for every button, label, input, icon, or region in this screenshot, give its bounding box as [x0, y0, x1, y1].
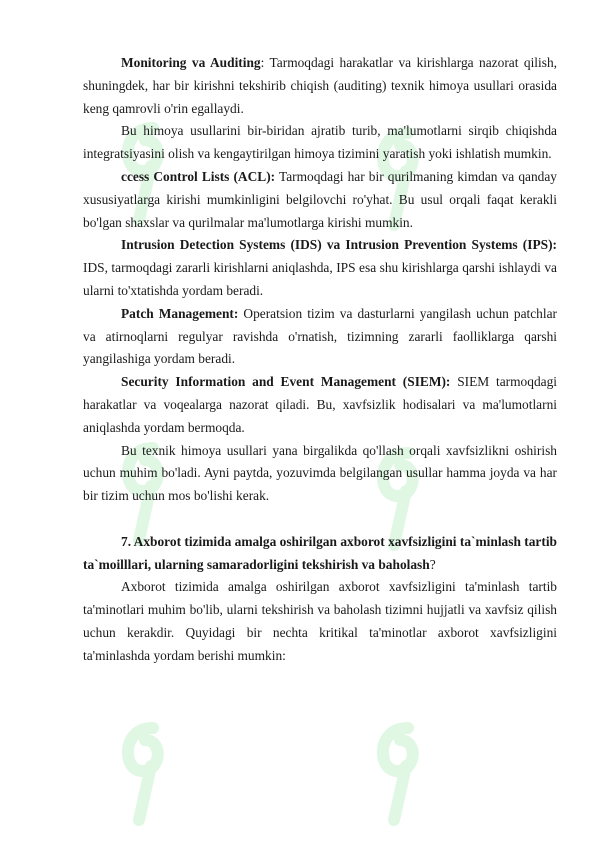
term-siem: Security Information and Event Management (SIEM):: [121, 374, 451, 390]
term-monitoring: Monitoring va Auditing: [121, 55, 261, 70]
paragraph-text: Bu himoya usullarini bir-biridan ajratib turib, ma'lumotlarni sirqib chiqishda integratsiyasini olish va kengaytirilgan himoya tizimini yaratish yoki ishlatish mumkin.: [83, 123, 557, 162]
paragraph-acl: [83, 166, 557, 234]
paragraph-text: Tarmoqdagi har bir qurilmaning kimdan va qanday xususiyatlarga kirishi mumkinligini belgilovchi ro'yhat. Bu usul orqali faqat kerakli bo'lgan shaxslar va qurilmalar ma'lumotlarga kirishi mumkin.: [83, 168, 557, 230]
paragraph-text: : Tarmoqdagi harakatlar va kirishlarga nazorat qilish, shuningdek, har bir kirishni tekshirib chiqish (auditing) texnik himoya usullari orasida keng qamrovli o'rin egallaydi.: [83, 55, 557, 116]
term-ids-ips: Intrusion Detection Systems (IDS) va Intrusion Prevention Systems (IPS):: [121, 237, 557, 253]
paragraph-text: Bu texnik himoya usullari yana birgalikda qo'llash orqali xavfsizlikni oshirish uchun muhim bo'ladi. Ayni paytda, yozuvimda belgilangan usullar hamma joyda va har bir tizim uchun mos bo'lishi kerak.: [83, 442, 557, 504]
watermark-logo-icon: [370, 720, 430, 830]
paragraph-text: Operatsion tizim va dasturlarni yangilash uchun patchlar va atirnoqlarni regulyar ravishda o'rnatish, tizimning zararli faolliklarga qarshi yangilashiga yordam beradi.: [83, 305, 558, 367]
paragraph-closing: [83, 576, 557, 667]
section-heading-suffix: ?: [429, 556, 436, 572]
paragraph-summary: [83, 440, 557, 508]
paragraph-text: IDS, tarmoqdagi zararli kirishlarni aniqlashda, IPS esa shu kirishlarga qarshi ishlaydi va ularni to'xtatishda yordam beradi.: [83, 260, 557, 298]
paragraph-ids-ips: [83, 234, 557, 302]
document-body: [83, 52, 557, 668]
paragraph-text: Axborot tizimida amalga oshirilgan axborot xavfsizligini ta'minlash tartib ta'minotlari muhim bo'lib, ularni tekshirish va baholash tizimni hujjatli va xavfsiz qilish uchun kerakdir. Quyidagi bir nechta kritikal ta'minotlar axborot xavfsizligini ta'minlashda yordam berishi mumkin:: [83, 579, 557, 663]
section-heading-text: 7. Axborot tizimida amalga oshirilgan axborot xavfsizligini ta`minlash tartib ta`moilllari, ularning samaradorligini tekshirish va baholash: [83, 533, 557, 572]
paragraph-patch: [83, 303, 557, 371]
term-patch-management: Patch Management:: [121, 305, 239, 321]
paragraph-siem: [83, 371, 557, 439]
paragraph-monitoring: [83, 52, 557, 120]
paragraph-integration: [83, 120, 557, 166]
watermark-logo-icon: [115, 720, 175, 830]
term-acl: ccess Control Lists (ACL):: [121, 168, 276, 184]
section-heading: [83, 531, 557, 577]
paragraph-text: SIEM tarmoqdagi harakatlar va voqealarga nazorat qiladi. Bu, xavfsizlik hodisalari va ma'lumotlarni aniqlashda yordam bermoqda.: [83, 374, 557, 435]
